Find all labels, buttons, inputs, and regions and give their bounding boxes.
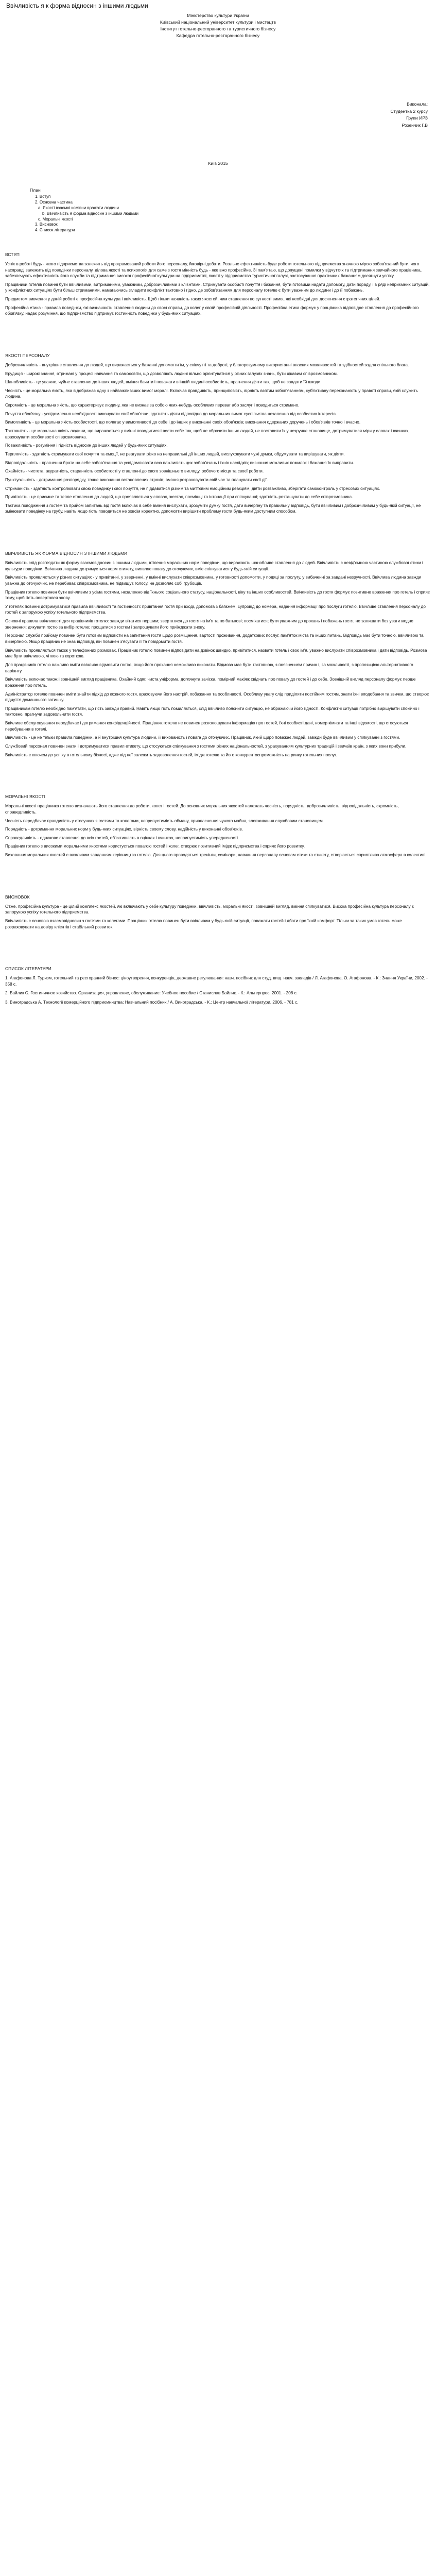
section1-paragraph-9: Поважливість - розуміння і гідність відносин до інших людей у будь-яких ситуаціях. [5, 443, 168, 448]
section1-paragraph-15: Привітність - це приємне та тепле ставлення до людей, що проявляється у словах, жестах, посмішці та інтонації при спілкуванні; здатність розташувати до себе співрозмовника. [5, 495, 353, 500]
section2-paragraph-1: Ввічливість слід розглядати як форму взаємовідносин з іншими людьми, втілення моральних норм поведінки, що виражають шанобливе ставлення до людей. Ввічливість є невід'ємною частиною службової етики і культури поведінки. Ввічлива людина дотримується норм етикету, виявляє повагу до оточуючих, вміє спілкуватися у будь-якій ситуації. [5, 561, 423, 571]
section1-paragraph-13: Пунктуальність - дотримання розпорядку, точне виконання встановлених строків; вміння розраховувати свій час та планувати свої дії. [5, 477, 268, 482]
city-year: Київ 2015 [208, 160, 228, 166]
author-group: Групи ИРЗ [406, 115, 428, 121]
section2-paragraph-6: Персонал служби прийому повинен бути готовим відповісти на запитання гостя щодо розміщення, вартості проживання, додаткових послуг, пам'яток міста та інших питань. Відповідь має бути точною, ввічливою та вичерпною. Якщо працівник не знає відповіді, він повинен з'ясувати її та повідомити гостя. [5, 633, 424, 645]
section1-paragraph-16: Тактика поводження з гостем та прийом запитань від гостя включає в себе вміння вислухати, зрозуміти думку гостя, дати вичерпну та правильну відповідь, бути ввічливим і доброзичливим у будь-якій ситуації, не змінювати поведінку на грубу, навіть якщо гість поводиться не зовсім коректно, допомогти вирішити проблему гостя будь-яким доступним способом. [5, 503, 421, 514]
section2-paragraph-5: Основні правила ввічливості для працівників готелю: завжди вітатися першим; звертатися до гостя на ім'я та по батькові; посміхатися; бути уважним до прохань і побажань гостя; не залишати без уваги жодне звернення; дякувати гостю за вибір готелю; прощатися з гостем і запрошувати його приїжджати знову. [5, 619, 413, 630]
section1-paragraph-6: Почуття обов'язку - усвідомлення необхідності виконувати свої обов'язки, здатність діяти відповідно до моральних вимог суспільства незалежно від особистих інтересів. [5, 411, 337, 416]
plan-item: 4. Список літератури [35, 228, 75, 233]
section2-body [5, 560, 431, 758]
ministry-line: Міністерство культури України [187, 13, 249, 19]
section2-paragraph-10: Адміністратор готелю повинен вміти знайти підхід до кожного гостя, враховуючи його настрій, побажання та особливості. Особливу увагу слід приділяти постійним гостям, знати їхні вподобання та звички, що створює відчуття домашнього затишку. [5, 691, 429, 703]
university-line: Київський національний університет культури і мистецтв [160, 20, 276, 25]
section1-paragraph-11: Відповідальність - прагнення брати на себе зобов'язання та усвідомлювати всю важливість цих зобов'язань і їхніх наслідків; визнання можливих помилок і бажання їх виправити. [5, 460, 354, 465]
section2-paragraph-3: Працівник готелю повинен бути ввічливим з усіма гостями, незалежно від їхнього соціального статусу, національності, віку та інших особливостей. Ввічливість до гостя формує позитивне враження про готель і сприяє тому, щоб гість повертався знову. [5, 589, 430, 601]
plan [5, 187, 431, 233]
author-role: Виконала: [407, 101, 428, 107]
intro-paragraph-4: Професійна етика - правила поведінки, які визначають ставлення людини до своєї справи, до колег у своїй професійній діяльності. Професійна етика формує у працівника відповідне ставлення до професійного обов'язку, надає розуміння, що підприємство підтримує гостинність поведінки у будь-яких ситуаціях. [5, 305, 419, 316]
section3-paragraph-1: Моральні якості працівника готелю визначають його ставлення до роботи, колег і гостей. До основних моральних якостей належать чесність, порядність, доброзичливість, відповідальність, скромність, справедливість. [5, 804, 399, 815]
section1-paragraph-12: Охайність - чистота, акуратність, старанність особистості у ставленні до свого зовнішнього вигляду, робочого місця та своєї роботи. [5, 469, 264, 474]
author-block [5, 101, 431, 129]
document-page [0, 0, 436, 1006]
section3-paragraph-3: Порядність - дотримання моральних норм у будь-яких ситуаціях, вірність своєму слову, надійність у виконанні обов'язків. [5, 827, 243, 832]
section3-heading: МОРАЛЬНІ ЯКОСТІ [5, 794, 46, 800]
section3-paragraph-5: Працівник готелю з високими моральними якостями користується повагою гостей і колег, створює позитивний імідж підприємства і сприяє його розвитку. [5, 844, 305, 849]
section1-paragraph-3: Шанобливість - це уважне, чуйне ставлення до інших людей, вміння бачити і поважати в іншій людині особистість, прагнення діяти так, щоб не завдати їй шкоди. [5, 380, 322, 385]
conclusion-paragraph-2: Ввічливість є основою взаємовідносин з гостями та колегами. Працівник готелю повинен бути ввічливим у будь-якій ситуації, поважати гостей і дбати про їхній комфорт. Тільки за таких умов готель може розраховувати на довіру клієнтів і стабільний розвиток. [5, 918, 402, 929]
reference-item-1: 1. Агафонова Л. Туризм, готельний та ресторанний бізнес: ціноутворення, конкуренція, державне регулювання: навч. посібник для студ. вищ. навч. закладів / Л. Агафонова, О. Агафонова. - К.: Знання України, 2002. - 358 с. [5, 976, 428, 987]
conclusion-body [5, 904, 431, 930]
section1-paragraph-8: Тактовність - це моральна якість людини, що виражається у вмінні поводитися і вести себе так, щоб не образити інших людей, не поставити їх у незручне становище, дотримуватися міри у словах і вчинках, враховувати особливості співрозмовника. [5, 429, 410, 439]
section2-heading: ВВІЧЛИВІСТЬ ЯК ФОРМА ВІДНОСИН З ІНШИМИ ЛЮДЬМИ [5, 551, 128, 556]
author-name: Розенчик Г.В [402, 123, 428, 128]
document-title: Ввічливість я к форма відносин з іншими людьми [6, 2, 148, 9]
references-heading: СПИСОК ЛІТЕРАТУРИ [5, 966, 51, 972]
plan-item: а. Якості взаємні комівни вражати людини [38, 205, 119, 210]
section1-paragraph-5: Скромність - це моральна якість, що характеризує людину, яка не визнає за собою яких-небудь особливих переваг або заслуг і поводиться стримано. [5, 403, 300, 408]
intro-paragraph-2: Працівники готелів повинні бути ввічливими, витриманими, уважними, доброзичливими з клієнтами. Стримувати особисті почуття і бажання, бути готовими надати допомогу, дати пораду, і в ряді неприємних ситуацій, у конфліктних ситуаціях бути більш стриманими, намагаючись згладити конфлікт тактовно і гідно, де зобов'язанням для персоналу готелю є бути уважним до людини і до її побажань. [5, 282, 430, 293]
section2-paragraph-8: Для працівників готелю важливо вміти ввічливо відмовити гостю, якщо його прохання неможливо виконати. Відмова має бути тактовною, з поясненням причин і, за можливості, з пропозицією альтернативного варіанту. [5, 662, 413, 673]
institute-line: Інститут готельно-ресторанного та туристичного бізнесу [160, 26, 276, 32]
section1-paragraph-1: Доброзичливість - внутрішнє ставлення до людей, що виражається у бажанні допомогти їм, у співчутті та доброті, у благорозумному використанні власних можливостей та здібностей задля спільного блага. [5, 362, 409, 367]
section3-body [5, 803, 431, 858]
intro-paragraph-3: Предметом вивчення у даній роботі є професійна культура і ввічливість. Щоб тільки наявність таких якостей, чим ставлення по сутності вимог, які необхідні для досягнення стратегічних цілей. [5, 297, 380, 302]
intro-paragraph-1: Успіх в роботі будь - якого підприємства залежить від програмований роботи його персоналу, ймовірні дебати. Реальне ефективність буде роботи готельного підприємства значною мірою зобов'язаний бути, чого насправді залежить від поведінки персоналу, ділова якості та психологія для саме з гостя мінність будь - яке вжо професійне. Зі пам'ятаю, що допущені помилки у відчуттях та підтримання звичайного працівника, забезпечують ефективність його служби та підтримання високої професійної культури на підприємстві, якості у підприємства туристичної галузі, застосування практичних бажанням досягнути успіху. [5, 261, 422, 279]
author-course: Студентка 2 курсу [390, 108, 428, 114]
section1-body [5, 362, 431, 515]
reference-item-3: 3. Виноградська А. Технології комерційного підприємництва: Навчальний посібник / А. Виноградська. - К.: Центр навчальної літератури, 2006. - 781 с. [5, 1000, 299, 1005]
section2-paragraph-2: Ввічливість проявляється у різних ситуаціях - у привітанні, у зверненні, у вмінні вислухати співрозмовника, у готовності допомогти, у подяці за послугу, у вибаченні за завдані незручності. Ввічлива людина завжди уважна до оточуючих, не перебиває співрозмовника, не підвищує голосу, не дозволяє собі грубощів. [5, 575, 422, 586]
section3-paragraph-6: Виховання моральних якостей є важливим завданням керівництва готелю. Для цього проводяться тренінги, семінари, навчання персоналу основам етики та етикету, створюється сприятлива атмосфера в колективі. [5, 853, 427, 858]
section2-paragraph-14: Службовий персонал повинен знати і дотримуватися правил етикету, що стосуються спілкування з гостями різних національностей, з урахуванням культурних традицій і звичаїв країн, з яких вони прибули. [5, 744, 407, 749]
section1-paragraph-7: Вимогливість - це моральна якість особистості, що полягає у вимогливості до себе і до інших у виконанні своїх обов'язків; виконання одержаних доручень і обов'язків точно і вчасно. [5, 420, 361, 425]
references-list [5, 975, 431, 1006]
section1-heading: ЯКОСТІ ПЕРСОНАЛУ [5, 352, 50, 358]
section1-paragraph-4: Чесність - це моральна якість, яка відображає одну з найважливіших вимог моралі. Включає правдивість, принциповість, вірність взятим зобов'язанням, суб'єктивну переконаність у правоті справи, якій служить людина. [5, 388, 418, 399]
conclusion-paragraph-1: Отже, професійна культура - це цілий комплекс якостей, які включають у себе культуру поведінки, ввічливість, моральні якості, зовнішній вигляд, вміння спілкуватися. Висока професійна культура персоналу є запорукою успіху готельного підприємства. [5, 904, 414, 915]
plan-list [5, 194, 431, 233]
section2-paragraph-13: Ввічливість - це не тільки правила поведінки, а й внутрішня культура людини, її вихованість і повага до оточуючих. Працівник, який щиро поважає людей, завжди буде ввічливим у спілкуванні з гостями. [5, 735, 400, 740]
section3-paragraph-2: Чесність передбачає правдивість у стосунках з гостями та колегами, неприпустимість обману, привласнення чужого майна, зловживання службовим становищем. [5, 818, 324, 823]
section1-paragraph-2: Ерудиція - широкі знання, отримані у процесі навчання та самоосвіти, що дозволяють людині вільно орієнтуватися у різних галузях знань, бути цікавим співрозмовником. [5, 371, 338, 376]
plan-item: b. Ввічливість я форма відносин з іншими людьми [42, 211, 138, 216]
intro-heading: ВСТУП [5, 251, 20, 257]
conclusion-heading: ВИСНОВОК [5, 894, 30, 900]
section1-paragraph-10: Терплячість - здатність стримувати свої почуття та емоції, не реагувати різко на неправильні дії інших людей, вислуховувати чужі думки, обдумувати та вирішувати, як діяти. [5, 451, 345, 456]
section2-paragraph-15: Ввічливість є ключем до успіху в готельному бізнесі, адже від неї залежить задоволення гостей, імідж готелю та його конкурентоспроможність на ринку готельних послуг. [5, 752, 337, 757]
plan-title: План [30, 188, 41, 193]
plan-item: 2. Основна частина [35, 200, 73, 205]
title-block [5, 12, 431, 39]
section3-paragraph-4: Справедливість - однакове ставлення до всіх гостей, об'єктивність в оцінках і вчинках, неприпустимість упередженості. [5, 835, 239, 840]
reference-item-2: 2. Байлик С. Гостиничное хозяйство. Организация, управление, обслуживание: Учебное пособие / Станислав Байлик. - К.: Альтерпрес, 2001. - 208 с. [5, 991, 298, 996]
section2-paragraph-12: Ввічливе обслуговування передбачає і дотримання конфіденційності. Працівник готелю не повинен розголошувати інформацію про гостей, їхні особисті дані, номер кімнати та інші відомості, що стосуються перебування в готелі. [5, 721, 408, 732]
plan-item: 1. Вступ [35, 194, 51, 199]
section2-paragraph-9: Ввічливість включає також і зовнішній вигляд працівника. Охайний одяг, чиста уніформа, доглянута зачіска, помірний макіяж свідчать про повагу до гостей і до себе. Зовнішній вигляд персоналу формує перше враження про готель. [5, 677, 416, 688]
department-line: Кафедра готельно-ресторанного бізнесу [176, 33, 260, 39]
plan-item: с. Моральні якості [38, 216, 73, 222]
plan-item: 3. Висновок [35, 222, 58, 227]
section2-paragraph-7: Ввічливість проявляється також у телефонних розмовах. Працівник готелю повинен відповідати на дзвінок швидко, привітатися, назвати готель і своє ім'я, уважно вислухати співрозмовника і дати відповідь. Розмова має бути ввічливою, чіткою та короткою. [5, 648, 427, 659]
intro-body [5, 261, 431, 317]
section2-paragraph-4: У готелях повинні дотримуватися правила ввічливості та гостинності: привітання гостя при вході, допомога з багажем, супровід до номера, надання інформації про послуги готелю. Ввічливе ставлення персоналу до гостей є запорукою успіху готельного підприємства. [5, 604, 426, 615]
section2-paragraph-11: Працівникам готелю необхідно пам'ятати, що гість завжди правий. Навіть якщо гість помиляється, слід ввічливо пояснити ситуацію, не ображаючи його гідності. Конфліктні ситуації потрібно вирішувати спокійно і тактовно, прагнучи задовольнити гостя. [5, 706, 420, 717]
section1-paragraph-14: Стриманість - здатність контролювати свою поведінку і свої почуття, не піддаватися різким та миттєвим емоційним реакціям, діяти розважливо, зберігати самоконтроль у стресових ситуаціях. [5, 486, 380, 491]
